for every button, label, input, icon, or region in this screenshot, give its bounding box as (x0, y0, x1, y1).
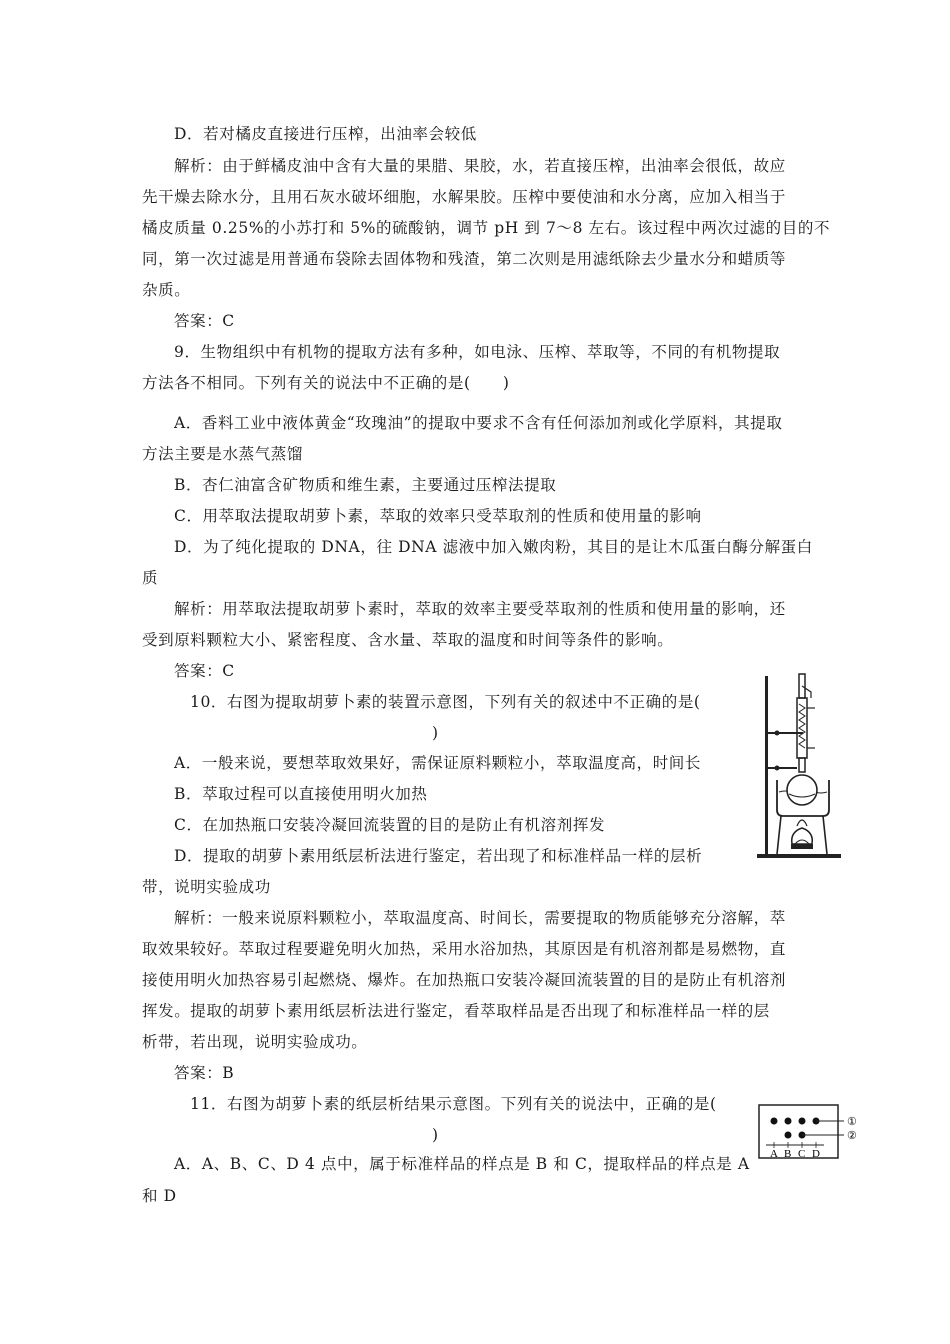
q10-option-a: A．一般来说，要想萃取效果好，需保证原料颗粒小，萃取温度高，时间长 (174, 754, 701, 772)
extraction-apparatus-drawing (755, 668, 845, 864)
q11-stem-line-2: ) (432, 1126, 439, 1144)
lane-label-d: D (812, 1148, 820, 1160)
q10-analysis-line-4: 挥发。提取的胡萝卜素用纸层析法进行鉴定，看萃取样品是否出现了和标准样品一样的层 (142, 1002, 770, 1020)
spot-a-band-1 (771, 1118, 778, 1125)
q9-option-d-line-2: 质 (142, 569, 159, 587)
q9-answer: 答案：C (174, 662, 235, 680)
q10-option-d-line-2: 带，说明实验成功 (142, 878, 271, 896)
q9-option-a-line-2: 方法主要是水蒸气蒸馏 (142, 445, 304, 463)
q8-answer: 答案：C (174, 312, 235, 330)
q9-option-c: C．用萃取法提取胡萝卜素，萃取的效率只受萃取剂的性质和使用量的影响 (174, 507, 702, 525)
band-1-label: ① (847, 1116, 857, 1128)
q9-option-b: B．杏仁油富含矿物质和维生素，主要通过压榨法提取 (174, 476, 557, 494)
q10-analysis-line-5: 析带，若出现，说明实验成功。 (142, 1033, 368, 1051)
lane-label-a: A (770, 1148, 778, 1160)
chromatography-drawing (758, 1104, 868, 1160)
q8-analysis-line-1: 解析：由于鲜橘皮油中含有大量的果腊、果胶，水，若直接压榨，出油率会很低，故应 (174, 157, 786, 175)
q10-analysis-line-2: 取效果较好。萃取过程要避免明火加热，采用水浴加热，其原因是有机溶剂都是易燃物，直 (142, 940, 787, 958)
q10-analysis-line-3: 接使用明火加热容易引起燃烧、爆炸。在加热瓶口安装冷凝回流装置的目的是防止有机溶剂 (142, 971, 787, 989)
q11-option-a-line-1: A．A、B、C、D 4 点中，属于标准样品的样点是 B 和 C，提取样品的样点是 A (174, 1155, 750, 1173)
lane-label-b: B (784, 1148, 792, 1160)
q9-analysis-line-2: 受到原料颗粒大小、紧密程度、含水量、萃取的温度和时间等条件的影响。 (142, 631, 674, 649)
q9-stem-line-1: 9．生物组织中有机物的提取方法有多种，如电泳、压榨、萃取等，不同的有机物提取 (174, 343, 781, 361)
flask (787, 775, 817, 805)
q8-analysis-line-2: 先干燥去除水分，且用石灰水破坏细胞，水解果胶。压榨中要使油和水分离，应加入相当于 (142, 188, 787, 206)
spot-b-band-1 (785, 1118, 792, 1125)
q10-answer: 答案：B (174, 1064, 235, 1082)
stand-base (757, 854, 841, 858)
q8-option-d: D．若对橘皮直接进行压榨，出油率会较低 (174, 125, 477, 143)
q8-analysis-line-3: 橘皮质量 0.25%的小苏打和 5%的硫酸钠，调节 pH 到 7～8 左右。该过程中两次过滤的目的不 (142, 219, 831, 237)
q10-option-c: C．在加热瓶口安装冷凝回流装置的目的是防止有机溶剂挥发 (174, 816, 606, 834)
q10-stem-line-2: ) (432, 724, 439, 742)
q11-stem-line-1: 11．右图为胡萝卜素的纸层析结果示意图。下列有关的说法中，正确的是( (190, 1095, 717, 1113)
q10-option-b: B．萃取过程可以直接使用明火加热 (174, 785, 428, 803)
alcohol-burner (792, 828, 813, 844)
q10-stem-line-1: 10．右图为提取胡萝卜素的装置示意图，下列有关的叙述中不正确的是( (190, 693, 701, 711)
q10-option-d-line-1: D．提取的胡萝卜素用纸层析法进行鉴定，若出现了和标准样品一样的层析 (174, 847, 703, 865)
chromatography-figure (758, 1104, 868, 1160)
q11-option-a-line-2: 和 D (142, 1187, 177, 1205)
q9-option-a-line-1: A．香料工业中液体黄金“玫瑰油”的提取中要求不含有任何添加剂或化学原料，其提取 (174, 414, 783, 432)
lane-label-c: C (798, 1148, 806, 1160)
q8-analysis-line-5: 杂质。 (142, 281, 191, 299)
spot-b-band-2 (785, 1132, 792, 1139)
q9-stem-line-2: 方法各不相同。下列有关的说法中不正确的是( ) (142, 374, 510, 392)
q8-analysis-line-4: 同，第一次过滤是用普通布袋除去固体物和残渣，第二次则是用滤纸除去少量水分和蜡质等 (142, 250, 787, 268)
band-2-label: ② (847, 1130, 857, 1142)
extraction-apparatus-figure (755, 668, 845, 864)
q9-option-d-line-1: D．为了纯化提取的 DNA，往 DNA 滤液中加入嫩肉粉，其目的是让木瓜蛋白酶分解蛋白 (174, 538, 813, 556)
q9-analysis-line-1: 解析：用萃取法提取胡萝卜素时，萃取的效率主要受萃取剂的性质和使用量的影响，还 (174, 600, 786, 618)
spot-c-band-1 (799, 1118, 806, 1125)
stand-rod (765, 676, 768, 856)
q10-analysis-line-1: 解析：一般来说原料颗粒小，萃取温度高、时间长，需要提取的物质能够充分溶解，萃 (174, 909, 786, 927)
